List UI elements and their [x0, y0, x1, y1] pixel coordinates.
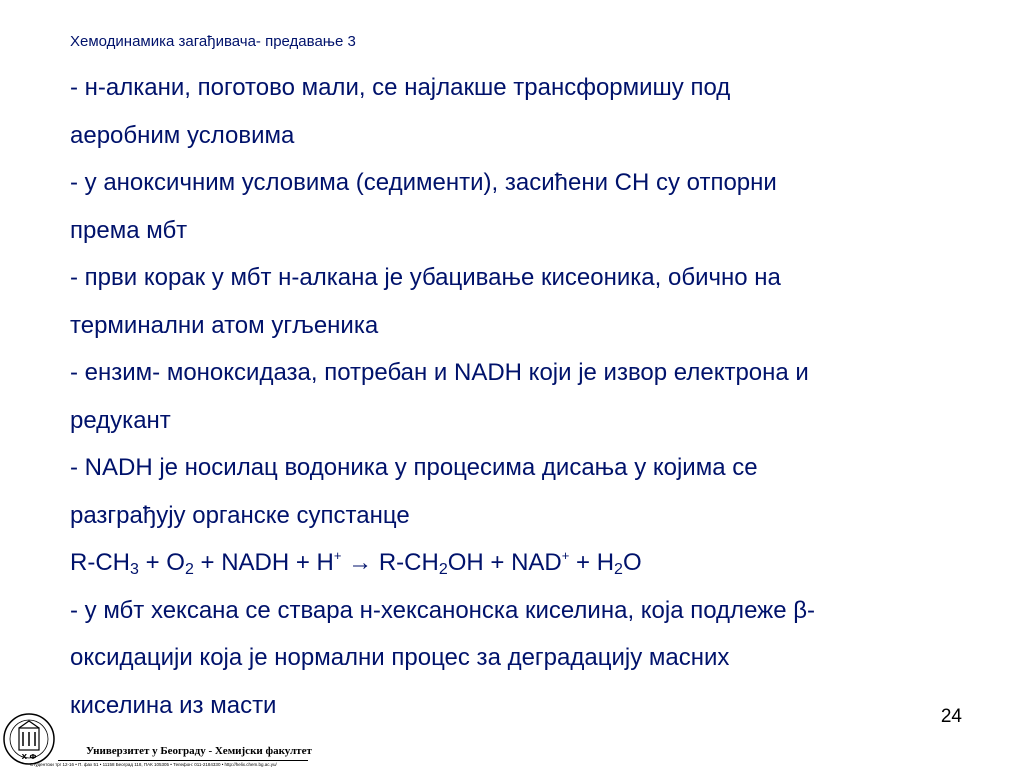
formula-part: + H: [569, 549, 615, 576]
slide-header: Хемодинамика загађивача- предавање 3: [70, 33, 356, 50]
formula-part: O: [622, 549, 642, 576]
body-line-9: - NADH је носилац водоника у процесима дисања у којима се: [70, 454, 758, 481]
svg-text:Х Ф: Х Ф: [21, 753, 37, 761]
body-line-5: - први корак у мбт н-алкана је убацивање кисеоника, обично на: [70, 264, 781, 291]
formula-subscript: 2: [184, 561, 194, 578]
body-line-11: - у мбт хексана се ствара н-хексанонска киселина, која подлеже β-: [70, 596, 816, 624]
body-line-7: - ензим- моноксидаза, потребан и NADH који је извор електрона и: [70, 359, 809, 386]
formula-part: → R-CH: [341, 549, 439, 576]
slide-body: [70, 64, 970, 729]
body-line-8: редукант: [70, 406, 171, 434]
body-line-12: оксидацији која је нормални процес за деградацију масних: [70, 644, 730, 671]
formula-subscript: 3: [130, 561, 139, 578]
body-line-4: према мбт: [70, 216, 188, 244]
footer-divider: [58, 760, 308, 761]
page-number: 24: [940, 706, 962, 727]
formula-part: OH + NAD: [447, 549, 562, 576]
formula-part: + O: [138, 549, 185, 576]
formula-part: + NADH + H: [193, 549, 334, 576]
formula-superscript: +: [333, 548, 342, 563]
body-line-13: киселина из масти: [70, 691, 277, 719]
reaction-equation: [70, 539, 970, 587]
formula-part: R-CH: [70, 549, 130, 576]
body-line-3: - у аноксичним условима (седименти), засићени CH су отпорни: [70, 169, 777, 196]
body-line-6: терминални атом угљеника: [70, 311, 379, 339]
body-line-10: разграђују органске супстанце: [70, 501, 410, 529]
footer: [0, 710, 320, 768]
formula-subscript: 2: [438, 561, 448, 578]
university-seal-icon: [2, 712, 56, 766]
footer-address: Студентски трг 12-16 • П. фах 51 • 11158 Београд 118, ПАК 105305 • Телефон: 011-2184330 • http://helix.chem.bg.ac.yu/: [30, 762, 277, 767]
formula-superscript: +: [561, 548, 570, 563]
body-line-1: - н-алкани, поготово мали, се најлакше трансформишу под: [70, 74, 731, 101]
body-line-2: аеробним условима: [70, 121, 295, 149]
formula-subscript: 2: [614, 561, 623, 578]
footer-institution: Универзитет у Београду - Хемијски факултет: [86, 745, 312, 757]
